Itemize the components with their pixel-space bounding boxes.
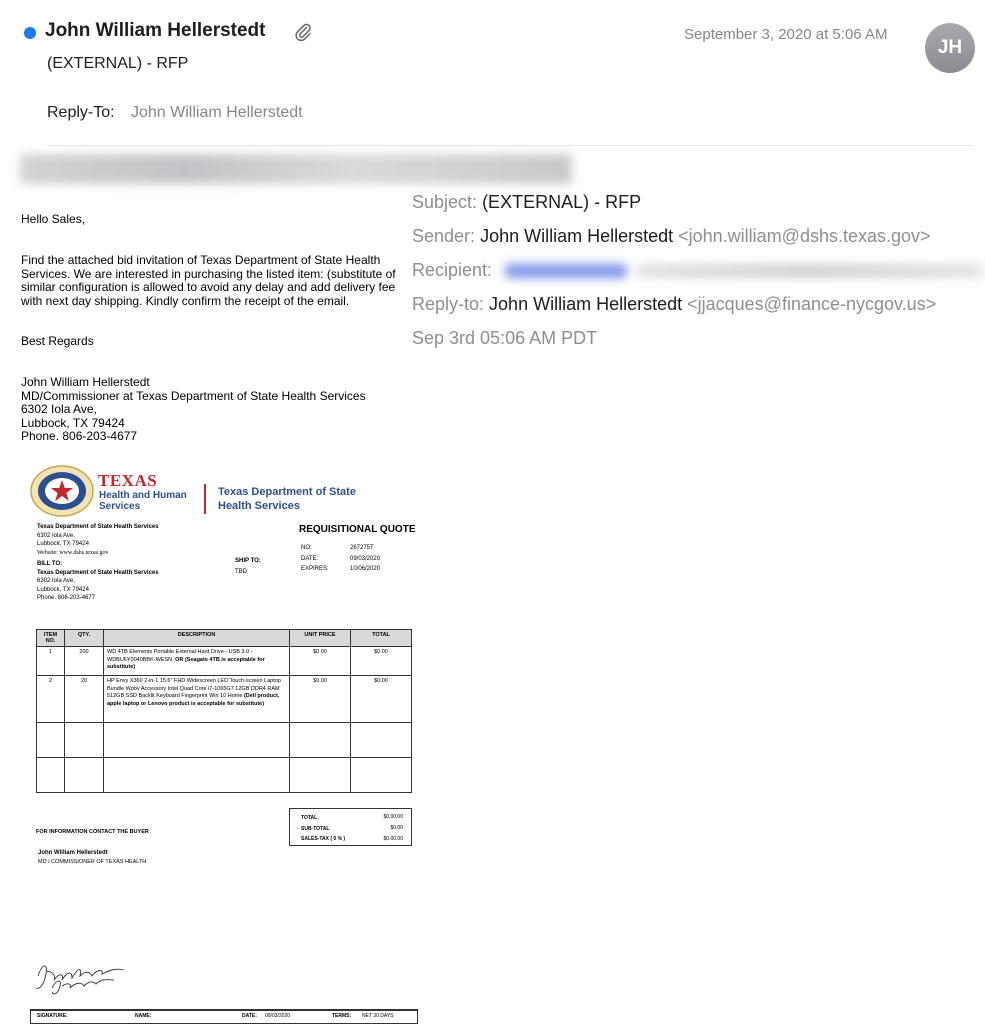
quote-meta-values <box>350 544 380 574</box>
salestax-label: SALES-TAX ( 0 % ) <box>301 836 346 842</box>
quote-no-value: 267275T <box>350 545 374 551</box>
logo-dshs-text: Texas Department of State Health Services <box>218 486 356 512</box>
message-subject: (EXTERNAL) - RFP <box>47 55 189 72</box>
quote-billto-address1: 6302 Iola Ave, <box>37 578 75 585</box>
footer-date-value: 09/03/2020 <box>265 1013 291 1019</box>
detail-recipient <box>412 260 492 281</box>
reply-to-label: Reply-To: <box>47 104 115 121</box>
signature-address-line1: 6302 Iola Ave, <box>21 402 97 417</box>
reply-to-address[interactable]: John William Hellerstedt <box>131 104 303 121</box>
redacted-recipient-address <box>505 264 627 278</box>
logo-texas-wordmark: TEXAS <box>98 471 158 490</box>
column-header: UNIT PRICE <box>290 630 351 647</box>
item-qty: 200 <box>65 647 104 676</box>
quote-expires-label: EXPIRES: <box>301 566 329 573</box>
total-label: TOTAL <box>301 815 318 821</box>
column-header: DESCRIPTION <box>104 630 290 647</box>
detail-sent-date: Sep 3rd 05:06 AM PDT <box>412 328 598 348</box>
detail-sender-email[interactable]: <john.william@dshs.texas.gov> <box>678 226 931 246</box>
item-no: 1 <box>37 647 65 676</box>
quote-billto-org: Texas Department of State Health Services <box>37 569 159 576</box>
column-header: ITEM NO. <box>37 630 65 647</box>
footer-signature-label: SIGNATURE: <box>37 1013 68 1019</box>
quote-org-address2: Lubbock, TX 79424 <box>37 541 89 548</box>
message-signature <box>21 376 411 444</box>
quote-document[interactable] <box>20 460 420 1024</box>
quote-org-address1: 6302 Iola Ave, <box>37 532 75 539</box>
item-description <box>104 676 290 723</box>
detail-sender-name: John William Hellerstedt <box>480 226 674 246</box>
column-header: QTY. <box>65 630 104 647</box>
detail-sender <box>412 226 931 247</box>
item-total: $0.00 <box>351 647 412 676</box>
signature-title: MD/Commissioner at Texas Department of State Health Services <box>21 388 366 403</box>
table-row <box>37 647 412 676</box>
item-desc-text: HP Envy X360 2-in-1 15.6" FHD Widescreen LED Touch-screen Laptop Bundle Woov Accessory Intel Quad Core i7-1065G7 12GB DDR4 RAM 512GB SSD Backlit Keyboard Fingerprint Win 10 Home <box>107 678 281 700</box>
detail-replyto-label: Reply-to: <box>412 294 485 314</box>
signature-address-line2: Lubbock, TX 79424 <box>21 415 125 430</box>
contact-buyer-title: MD / COMMISSIONER OF TEXAS HEALTH <box>38 859 147 865</box>
item-desc-substitute: OR (Seagate 4TB is acceptable for substitute) <box>107 656 265 671</box>
quote-items-table <box>36 629 412 793</box>
logo-hhs-text: Health and Human Services <box>99 490 187 512</box>
footer-terms-value: NET 30 DAYS <box>362 1013 394 1019</box>
detail-subject <box>412 192 641 213</box>
quote-billto-label: BILL TO: <box>37 561 63 567</box>
quote-date-label: DATE: <box>301 555 319 562</box>
quote-expires-value: 10/06/2020 <box>350 566 381 573</box>
item-unit-price: $0.00 <box>290 676 351 723</box>
item-unit-price: $0.00 <box>290 647 351 676</box>
sender-avatar[interactable]: JH <box>925 23 975 73</box>
quote-title: REQUISITIONAL QUOTE <box>299 524 416 535</box>
message-greeting: Hello Sales, <box>21 212 86 226</box>
footer-terms-label: TERMS: <box>332 1013 352 1019</box>
logo-divider <box>204 484 206 514</box>
quote-shipto-label: SHIP TO: <box>235 558 261 564</box>
quote-billto-address2: Lubbock, TX 79424 <box>37 586 89 593</box>
redacted-header-bar <box>20 154 572 184</box>
item-no: 2 <box>37 676 65 723</box>
signature-name: John William Hellerstedt <box>21 375 150 389</box>
subtotal-value: $0.00 <box>390 825 403 831</box>
salestax-value: $0.00.00 <box>383 836 403 842</box>
contact-buyer-name: John William Hellerstedt <box>38 850 108 856</box>
detail-subject-label: Subject: <box>412 192 478 212</box>
contact-buyer-label: FOR INFORMATION CONTACT THE BUYER <box>36 829 149 835</box>
quote-org-block <box>37 523 159 557</box>
footer-name-label: NAME: <box>135 1013 152 1019</box>
table-header-row <box>37 630 412 647</box>
signature-phone: Phone. 806-203-4677 <box>21 429 138 444</box>
item-desc-substitute: (Dell product, apple laptop or Lenovo product is acceptable for substitute) <box>107 693 280 707</box>
quote-footer <box>30 1009 418 1024</box>
detail-reply-to <box>412 294 936 315</box>
detail-sender-label: Sender: <box>412 226 476 246</box>
sender-name[interactable]: John William Hellerstedt <box>45 20 266 41</box>
total-value: $0.00.00 <box>383 814 403 820</box>
quote-meta-labels <box>301 544 329 574</box>
redacted-recipient-extra <box>636 264 984 278</box>
quote-totals-box <box>289 808 412 846</box>
item-desc-text: WD 4TB Elements Portable External Hard Drive - USB 3.0 - WDBU6Y0040BBK-WESN. <box>107 649 253 663</box>
quote-billto-phone: Phone. 806-203-4677 <box>37 595 96 602</box>
quote-billto-block <box>37 560 159 603</box>
subtotal-label: SUB-TOTAL <box>301 826 330 832</box>
footer-date-label: DATE: <box>242 1013 257 1019</box>
quote-no-label: NO: <box>301 545 312 551</box>
unread-indicator <box>24 27 36 39</box>
header-divider <box>47 145 973 146</box>
quote-shipto-value: TBD <box>235 569 247 575</box>
table-row-empty <box>37 723 412 758</box>
item-total: $0.00 <box>351 676 412 723</box>
texas-seal-icon <box>30 465 94 517</box>
item-qty: 20 <box>65 676 104 723</box>
table-row-empty <box>37 758 412 793</box>
table-row <box>37 676 412 723</box>
detail-recipient-label: Recipient: <box>412 260 493 280</box>
item-description <box>104 647 290 676</box>
message-body: Find the attached bid invitation of Texas Department of State Health Services. We are interested in purchasing the listed item: (substitute of similar configuration is allowed to avoid any delay and add delivery fee with next day shipping. Kindly confirm the receipt of the email. <box>21 253 396 308</box>
detail-replyto-email[interactable]: <jjacques@finance-nycgov.us> <box>687 294 937 314</box>
paperclip-icon[interactable] <box>294 22 312 42</box>
quote-date-value: 09/03/2020 <box>350 555 381 562</box>
column-header: TOTAL <box>351 630 412 647</box>
message-date: September 3, 2020 at 5:06 AM <box>684 26 888 43</box>
handwritten-signature <box>32 954 132 998</box>
detail-subject-value: (EXTERNAL) - RFP <box>482 192 642 212</box>
quote-org-name: Texas Department of State Health Services <box>37 524 159 530</box>
detail-replyto-name: John William Hellerstedt <box>489 294 683 314</box>
quote-org-website: Website: www.dshs.texas.gov <box>37 549 109 556</box>
message-closing: Best Regards <box>21 334 94 348</box>
